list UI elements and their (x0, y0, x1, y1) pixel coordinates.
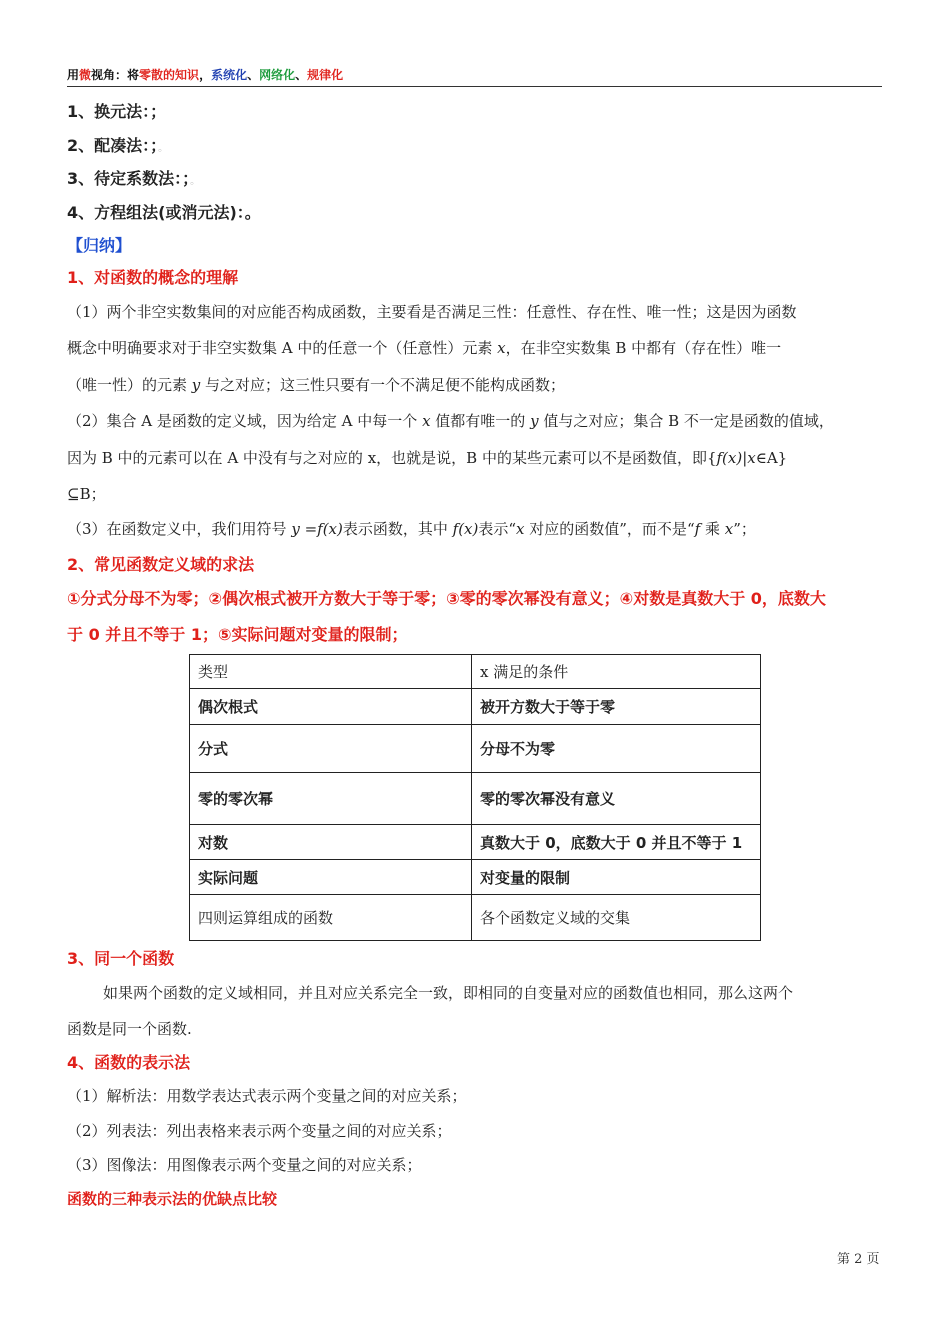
table-cell: 实际问题 (190, 860, 472, 895)
s1-paragraph-2-line-1: （2）集合 A 是函数的定义域，因为给定 A 中每一个 x 值都有唯一的 y 值与之对应；集合 B 不一定是函数的值域， (67, 412, 834, 430)
table-cell: 对变量的限制 (472, 860, 761, 895)
s1-paragraph-2-line-2: 因为 B 中的元素可以在 A 中没有与之对应的 x，也就是说，B 中的某些元素可以不是函数值，即{f(x)|x∈A} (67, 449, 788, 467)
table-row (190, 895, 761, 941)
s1-paragraph-1-line-3: （唯一性）的元素 y 与之对应；这三性只要有一个不满足便不能构成函数； (67, 376, 566, 394)
method-1: 1、换元法：； (67, 102, 167, 121)
method-4: 4、方程组法(或消元法)：。 (67, 203, 261, 222)
s1-paragraph-3: （3）在函数定义中，我们用符号 y =f(x)表示函数，其中 f(x)表示“x 对应的函数值”，而不是“f 乘 x”； (67, 520, 756, 538)
domain-rules-line-1: ①分式分母不为零；②偶次根式被开方数大于等于零；③零的零次幂没有意义；④对数是真数大于 0，底数大 (67, 589, 826, 608)
table-row (190, 689, 761, 725)
section-1-title: 1、对函数的概念的理解 (67, 268, 239, 287)
table-cell: 分母不为零 (472, 725, 761, 773)
s4-item-1: （1）解析法：用数学表达式表示两个变量之间的对应关系； (67, 1087, 467, 1105)
table-row (190, 860, 761, 895)
s3-line-2: 函数是同一个函数. (67, 1020, 192, 1038)
section-4-title: 4、函数的表示法 (67, 1053, 191, 1072)
table-cell: 偶次根式 (190, 689, 472, 725)
table-row (190, 725, 761, 773)
s4-item-3: （3）图像法：用图像表示两个变量之间的对应关系； (67, 1156, 422, 1174)
domain-table (189, 654, 761, 941)
table-cell: 各个函数定义域的交集 (472, 895, 761, 941)
s1-paragraph-1-line-2: 概念中明确要求对于非空实数集 A 中的任意一个（任意性）元素 x，在非空实数集 B 中都有（存在性）唯一 (67, 339, 782, 357)
s1-paragraph-2-line-3: ⊆B； (67, 485, 106, 503)
table-cell: 分式 (190, 725, 472, 773)
table-row (190, 773, 761, 825)
s3-line-1: 如果两个函数的定义域相同，并且对应关系完全一致，即相同的自变量对应的函数值也相同，那么这两个 (103, 984, 794, 1002)
table-row (190, 825, 761, 860)
table-cell: 零的零次幂没有意义 (472, 773, 761, 825)
section-3-title: 3、同一个函数 (67, 949, 175, 968)
domain-rules-line-2: 于 0 并且不等于 1；⑤实际问题对变量的限制； (67, 625, 408, 644)
method-2: 2、配凑法：；。 (67, 136, 169, 155)
page-header: 用微视角：将零散的知识，系统化、网络化、规律化 (67, 66, 882, 87)
table-cell: 对数 (190, 825, 472, 860)
summary-title: 【归纳】 (67, 236, 132, 255)
page-number: 第 2 页 (837, 1252, 880, 1267)
s4-item-2: （2）列表法：列出表格来表示两个变量之间的对应关系； (67, 1122, 452, 1140)
s4-compare-title: 函数的三种表示法的优缺点比较 (67, 1190, 278, 1208)
s1-paragraph-1-line-1: （1）两个非空实数集间的对应能否构成函数，主要看是否满足三性：任意性、存在性、唯一性；这是因为函数 (67, 303, 797, 321)
table-header-type: 类型 (190, 655, 472, 689)
section-2-title: 2、常见函数定义域的求法 (67, 555, 255, 574)
table-header-condition: x 满足的条件 (472, 655, 761, 689)
table-cell: 零的零次幂 (190, 773, 472, 825)
table-cell: 四则运算组成的函数 (190, 895, 472, 941)
table-cell: 被开方数大于等于零 (472, 689, 761, 725)
method-3: 3、待定系数法：；。 (67, 169, 201, 188)
table-header-row (190, 655, 761, 689)
table-cell: 真数大于 0，底数大于 0 并且不等于 1 (472, 825, 761, 860)
